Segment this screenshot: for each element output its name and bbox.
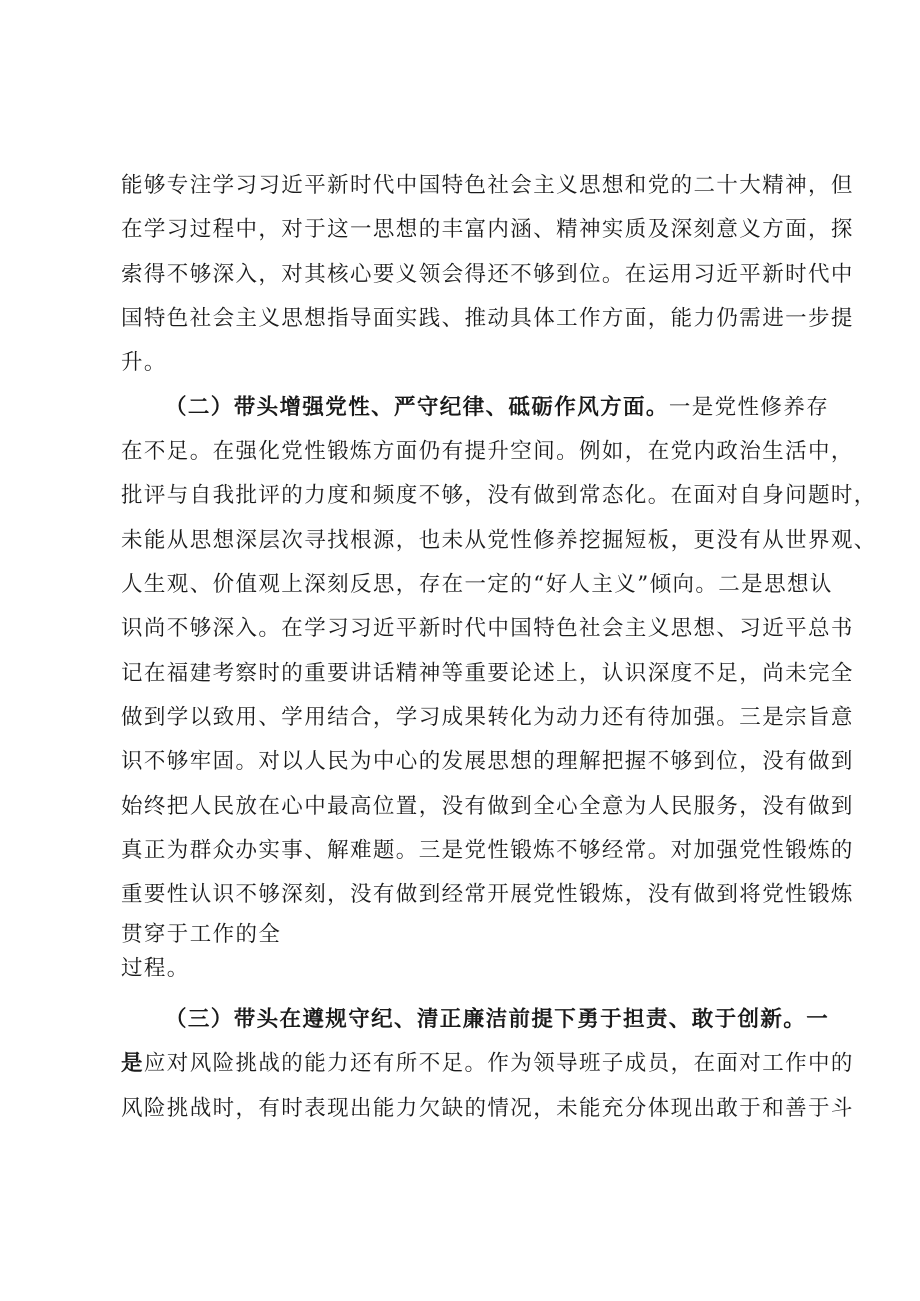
section-heading: （二）带头增强党性、严守纪律、砥砺作风方面。 — [165, 395, 669, 420]
text-line — [121, 1044, 854, 1084]
text-line: 升。 — [121, 350, 167, 375]
text-line: 重要性认识不够深刻，没有做到经常开展党性锻炼，没有做到将党性锻炼 — [121, 882, 854, 907]
text-line: 贯穿于工作的全 — [121, 922, 282, 947]
text-line: 未能从思想深层次寻找根源，也未从党性修养挖掘短板，更没有从世界观、 — [121, 528, 877, 553]
text-line: 人生观、价值观上深刻反思，存在一定的“好人主义”倾向。二是思想认 — [121, 572, 833, 597]
text-line: 做到学以致用、学用结合，学习成果转化为动力还有待加强。三是宗旨意 — [121, 705, 854, 730]
text-line: 能够专注学习习近平新时代中国特色社会主义思想和党的二十大精神，但 — [121, 173, 854, 198]
text-line: 始终把人民放在心中最高位置，没有做到全心全意为人民服务，没有做到 — [121, 794, 854, 819]
text-line: 识不够牢固。对以人民为中心的发展思想的理解把握不够到位，没有做到 — [121, 749, 854, 774]
text-line: 索得不够深入，对其核心要义领会得还不够到位。在运用习近平新时代中 — [121, 262, 854, 287]
text-line: 在学习过程中，对于这一思想的丰富内涵、精神实质及深刻意义方面，探 — [121, 217, 854, 242]
text-line: 风险挑战时，有时表现出能力欠缺的情况，未能充分体现出敢于和善于斗 — [121, 1096, 854, 1121]
text-line: 识尚不够深入。在学习习近平新时代中国特色社会主义思想、习近平总书 — [121, 616, 854, 641]
text-line: 在不足。在强化党性锻炼方面仍有提升空间。例如，在党内政治生活中， — [121, 439, 854, 464]
section-heading-line — [165, 388, 829, 428]
text-fragment: 一是党性修养存 — [668, 395, 830, 420]
text-line: 真正为群众办实事、解难题。三是党性锻炼不够经常。对加强党性锻炼的 — [121, 838, 854, 863]
text-line: 国特色社会主义思想指导面实践、推动具体工作方面，能力仍需进一步提 — [121, 306, 854, 331]
text-fragment: 是 — [121, 1051, 144, 1076]
text-line: 过程。 — [121, 956, 190, 981]
text-fragment: 应对风险挑战的能力还有所不足。作为领导班子成员，在面对工作中的 — [143, 1051, 854, 1076]
section-heading: （三）带头在遵规守纪、清正廉洁前提下勇于担责、敢于创新。一 — [165, 1007, 830, 1032]
text-line: 记在福建考察时的重要讲话精神等重要论述上，认识深度不足，尚未完全 — [121, 661, 854, 686]
text-line: 批评与自我批评的力度和频度不够，没有做到常态化。在面对自身问题时， — [121, 483, 877, 508]
